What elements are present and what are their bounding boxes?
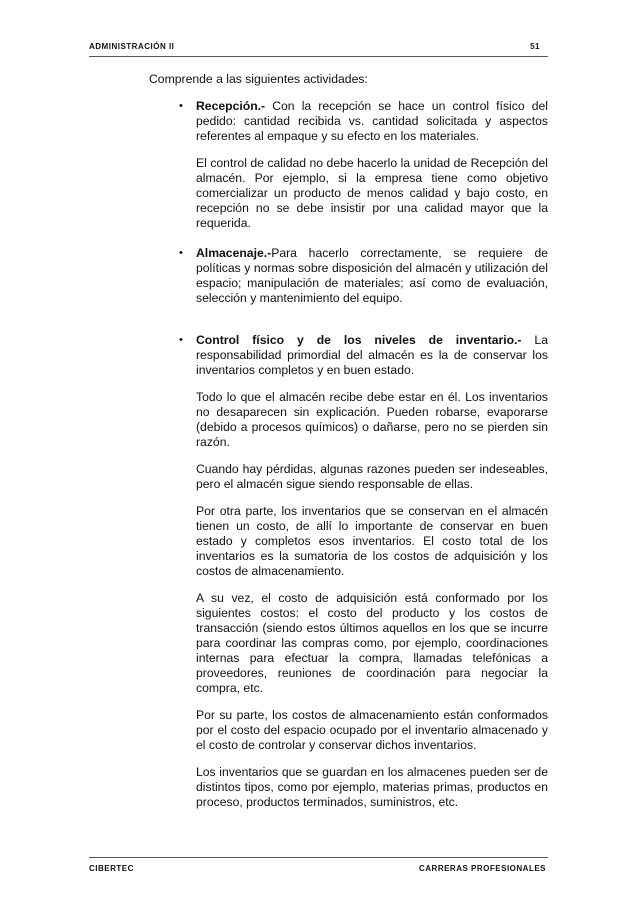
item-text: Para hacerlo correctamente, se requiere de políticas y normas sobre disposición del almacén y utilización del espacio; manipulación de materiales; así como de evaluación, selección y mantenimiento del equipo. [196,246,548,305]
bullet-icon: • [179,100,183,112]
list-item-control [149,333,548,810]
item-paragraph [196,246,548,306]
list-item-recepcion [149,99,548,231]
item-paragraph: Los inventarios que se guardan en los almacenes pueden ser de distintos tipos, como por ejemplo, materias primas, productos en proceso, productos terminados, suministros, etc. [196,765,548,809]
page-footer [89,857,548,874]
item-text: La responsabilidad primordial del almacén es la de conservar los inventarios completos y en buen estado. [196,333,548,377]
item-paragraph [196,99,548,144]
header-title: ADMINISTRACIÓN II [89,42,175,51]
item-paragraph: Todo lo que el almacén recibe debe estar en él. Los inventarios no desaparecen sin explicación. Pueden robarse, evaporarse (debido a procesos químicos) o dañarse, pero no se pierden sin razón. [196,390,548,449]
bullet-icon: • [179,247,183,259]
item-paragraph: A su vez, el costo de adquisición está conformado por los siguientes costos: el costo del producto y los costos de transacción (siendo estos últimos aquellos en los que se incurre para coordinar las compras como, por ejemplo, coordinaciones internas para efectuar la compra, llamadas telefónicas a proveedores, reuniones de coordinación para negociar la compra, etc. [196,591,548,695]
list-item-almacenaje [149,246,548,306]
footer-right: CARRERAS PROFESIONALES [418,864,546,873]
page-number: 51 [530,42,540,51]
item-title: Control físico y de los niveles de inventario.- [196,333,522,347]
page-header [89,40,548,57]
page-body [149,72,548,825]
item-paragraph: Por su parte, los costos de almacenamiento están conformados por el costo del espacio ocupado por el inventario almacenado y el costo de controlar y conservar dichos inventarios. [196,708,548,752]
bullet-icon: • [179,334,183,346]
item-paragraph: Por otra parte, los inventarios que se conservan en el almacén tienen un costo, de allí lo importante de conservar en buen estado y completos esos inventarios. El costo total de los inventarios es la sumatoria de los costos de adquisición y los costos de almacenamiento. [196,504,548,578]
intro-text: Comprende a las siguientes actividades: [149,72,368,86]
item-title: Recepción.- [196,99,266,113]
footer-left: CIBERTEC [89,864,134,873]
item-title: Almacenaje.- [196,246,272,260]
item-text: Con la recepción se hace un control físico del pedido: cantidad recibida vs. cantidad solicitada y aspectos referentes al empaque y su efecto en los materiales. [196,99,548,143]
spacer [149,321,548,333]
item-paragraph: El control de calidad no debe hacerlo la unidad de Recepción del almacén. Por ejemplo, si la empresa tiene como objetivo comercializar un producto de menos calidad y bajo costo, en recepción no se debe insistir por una calidad mayor que la requerida. [196,156,548,230]
item-paragraph: Cuando hay pérdidas, algunas razones pueden ser indeseables, pero el almacén sigue siendo responsable de ellas. [196,462,548,491]
item-paragraph [196,333,548,378]
